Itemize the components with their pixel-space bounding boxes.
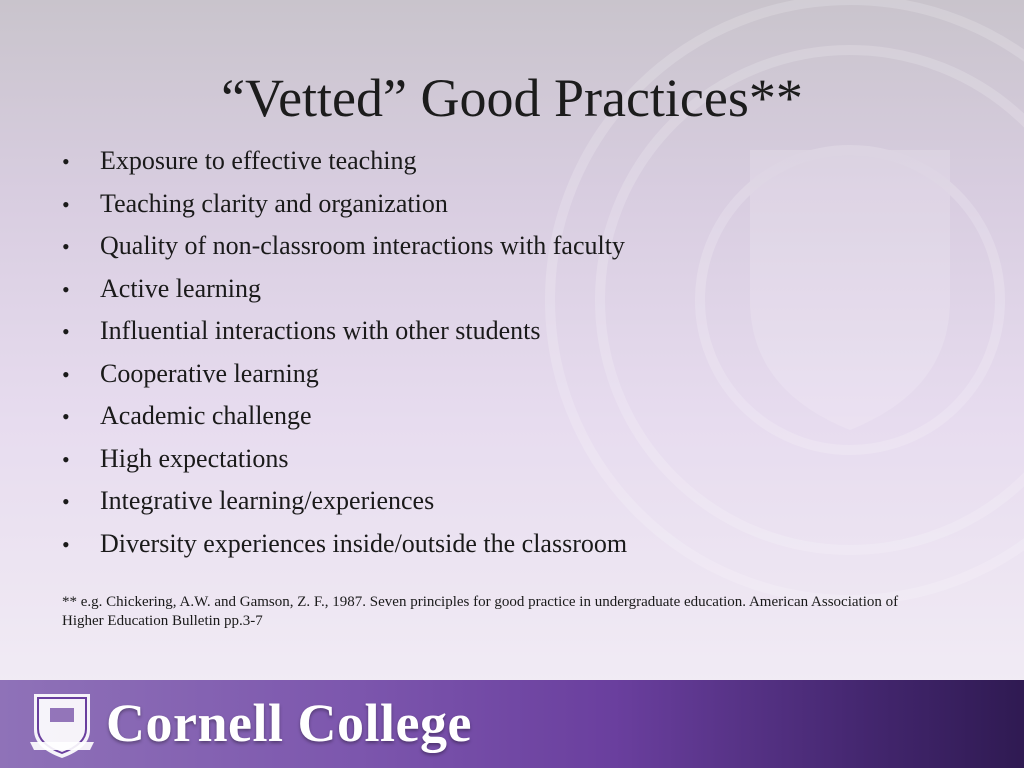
bullet-text: High expectations (100, 443, 289, 473)
bullet-text: Active learning (100, 273, 261, 303)
list-item (62, 395, 627, 438)
bullet-marker: • (62, 276, 70, 302)
list-item (62, 353, 627, 396)
bullet-text: Exposure to effective teaching (100, 146, 417, 175)
list-item (62, 225, 627, 268)
list-item (62, 310, 627, 353)
bullet-marker: • (62, 149, 70, 174)
bullet-text: Cooperative learning (100, 358, 319, 388)
list-item (62, 523, 627, 566)
bullet-text: Academic challenge (100, 401, 312, 430)
bullet-marker: • (62, 489, 70, 514)
bullet-text: Diversity experiences inside/outside the classroom (100, 528, 628, 558)
slide-title: “Vetted” Good Practices** (221, 68, 803, 128)
bullet-text: Influential interactions with other students (100, 316, 541, 345)
bullet-marker: • (62, 404, 70, 429)
bullet-text: Quality of non-classroom interactions with faculty (100, 231, 625, 260)
list-item (62, 183, 627, 226)
college-crest-icon (28, 690, 96, 760)
list-item (62, 480, 627, 523)
bullet-text: Integrative learning/experiences (100, 486, 435, 515)
list-item (62, 438, 627, 481)
bullet-marker: • (62, 234, 70, 259)
bullet-marker: • (62, 191, 70, 217)
list-item (62, 140, 627, 183)
bullet-marker: • (62, 319, 70, 344)
list-item (62, 268, 627, 311)
bullet-text: Teaching clarity and organization (100, 188, 448, 218)
bullet-marker: • (62, 531, 70, 557)
citation-footnote: ** e.g. Chickering, A.W. and Gamson, Z. F., 1987. Seven principles for good practice in undergraduate education. American Association of Higher Education Bulletin pp.3-7 (62, 594, 899, 629)
bullet-marker: • (62, 446, 70, 472)
college-wordmark: Cornell College (106, 693, 472, 753)
bullet-list (62, 140, 627, 565)
bullet-marker: • (62, 361, 70, 387)
